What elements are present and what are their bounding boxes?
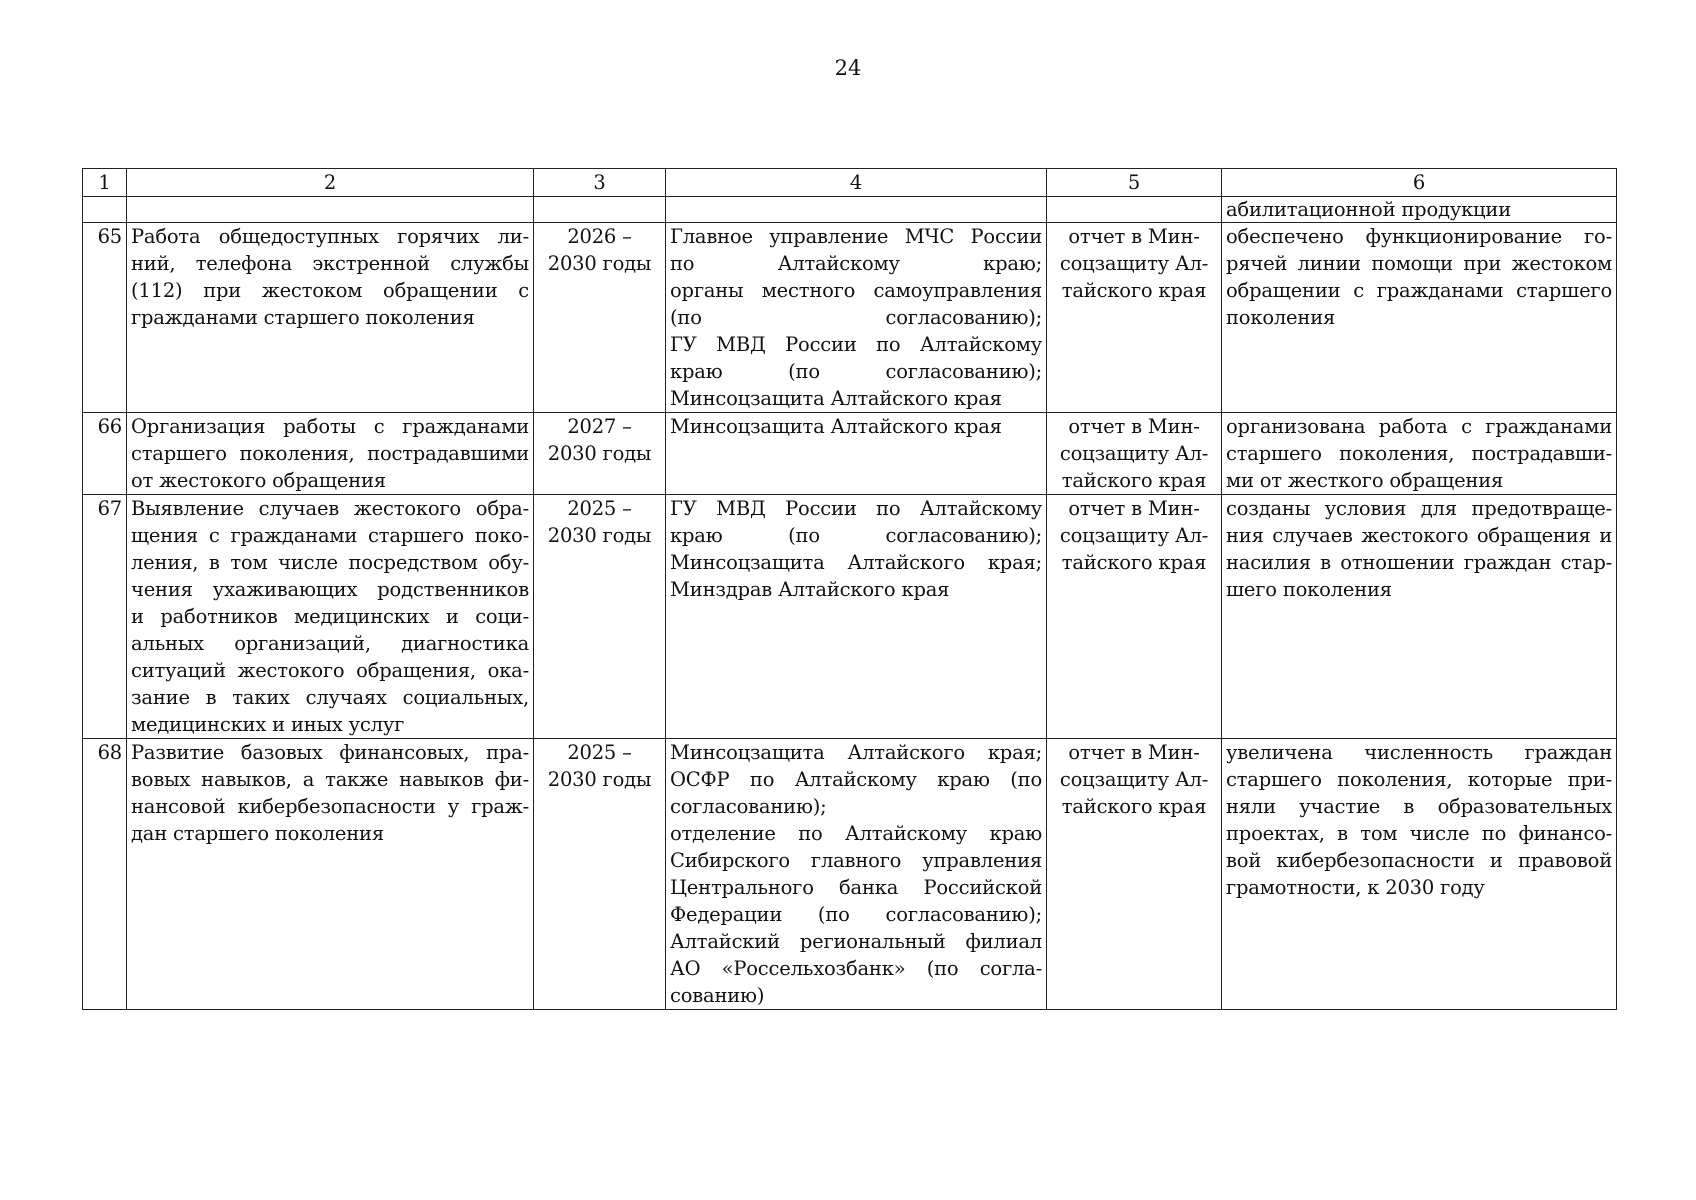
measures-table (82, 168, 1617, 1010)
executors-cell-line: Алтайский региональный филиал (670, 930, 1042, 953)
table-row (83, 739, 1617, 1010)
executors-cell-line: Минсоцзащита Алтайского края; (670, 741, 1042, 764)
executors-cell-line: Минздрав Алтайского края (670, 578, 950, 601)
period-cell (534, 739, 666, 1010)
executors-cell-line: краю (по согласованию); (670, 360, 1042, 383)
executors-cell-line: ОСФР по Алтайскому краю (по (670, 768, 1042, 791)
measure-cell-line: Работа общедоступных горячих ли- (131, 225, 529, 248)
measure-cell-line: (112) при жестоком обращении с (131, 279, 529, 302)
report-cell (1047, 223, 1222, 413)
continuation-result-cell: абилитационной продукции (1222, 197, 1617, 223)
measure-cell-line: медицинских и иных услуг (131, 713, 405, 736)
period-cell-line: 2030 годы (547, 524, 652, 547)
executors-cell-line: отделение по Алтайскому краю (670, 822, 1042, 845)
executors-cell-line: Федерации (по согласованию); (670, 903, 1042, 926)
result-cell-line: старшего поколения, которые при- (1226, 768, 1612, 791)
executors-cell (666, 223, 1047, 413)
report-cell-line: отчет в Мин- (1068, 225, 1200, 248)
measure-cell (127, 223, 534, 413)
executors-cell-line: органы местного самоуправления (670, 279, 1042, 302)
header-col-4: 4 (666, 169, 1047, 197)
measure-cell-line: дан старшего поколения (131, 822, 384, 845)
continuation-cell-4 (666, 197, 1047, 223)
result-cell (1222, 495, 1617, 739)
period-cell-line: 2030 годы (547, 442, 652, 465)
header-col-3: 3 (534, 169, 666, 197)
measure-cell-line: нансовой кибербезопасности у граж- (131, 795, 529, 818)
result-cell-line: ми от жесткого обращения (1226, 469, 1504, 492)
measure-cell (127, 495, 534, 739)
report-cell-line: тайского края (1061, 551, 1207, 574)
executors-cell-line: Минсоцзащита Алтайского края (670, 415, 1002, 438)
measure-cell-line: ний, телефона экстренной службы (131, 252, 529, 275)
table-header-row (83, 169, 1617, 197)
report-cell (1047, 495, 1222, 739)
executors-cell-line: Центрального банка Российской (670, 876, 1042, 899)
measure-cell-line: старшего поколения, пострадавшими (131, 442, 529, 465)
measure-cell-line: вовых навыков, а также навыков фи- (131, 768, 529, 791)
measure-cell-line: ситуаций жестокого обращения, ока- (131, 659, 529, 682)
page-number: 24 (834, 56, 862, 80)
period-cell-line: 2030 годы (547, 768, 652, 791)
result-cell-line: ния случаев жестокого обращения и (1226, 524, 1612, 547)
result-cell-line: поколения (1226, 306, 1336, 329)
executors-cell-line: по Алтайскому краю; (670, 252, 1042, 275)
row-number: 67 (83, 495, 127, 739)
period-cell (534, 413, 666, 495)
report-cell-line: отчет в Мин- (1068, 741, 1200, 764)
executors-cell-line: сованию) (670, 984, 765, 1007)
result-cell-line: увеличена численность граждан (1226, 741, 1612, 764)
report-cell-line: отчет в Мин- (1068, 497, 1200, 520)
continuation-cell-5 (1047, 197, 1222, 223)
period-cell-line: 2025 – (567, 497, 632, 520)
result-cell-line: обращении с гражданами старшего (1226, 279, 1612, 302)
table-row (83, 413, 1617, 495)
measure-cell (127, 739, 534, 1010)
result-cell (1222, 413, 1617, 495)
report-cell-line: тайского края (1061, 279, 1207, 302)
report-cell-line: соцзащиту Ал- (1059, 252, 1209, 275)
period-cell-line: 2027 – (567, 415, 632, 438)
measure-cell-line: Организация работы с гражданами (131, 415, 529, 438)
executors-cell-line: согласованию); (670, 795, 827, 818)
result-cell-line: шего поколения (1226, 578, 1392, 601)
executors-cell (666, 495, 1047, 739)
continuation-row (83, 197, 1617, 223)
row-number: 65 (83, 223, 127, 413)
measure-cell-line: Выявление случаев жестокого обра- (131, 497, 529, 520)
executors-cell-line: Минсоцзащита Алтайского края (670, 387, 1002, 410)
measure-cell-line: ления, в том числе посредством обу- (131, 551, 529, 574)
measure-cell-line: щения с гражданами старшего поко- (131, 524, 529, 547)
measure-cell-line: и работников медицинских и соци- (131, 605, 529, 628)
measure-cell-line: Развитие базовых финансовых, пра- (131, 741, 529, 764)
measure-cell-line: от жестокого обращения (131, 469, 386, 492)
report-cell (1047, 739, 1222, 1010)
report-cell-line: тайского края (1061, 795, 1207, 818)
measure-cell (127, 413, 534, 495)
continuation-cell-1 (83, 197, 127, 223)
executors-cell-line: ГУ МВД России по Алтайскому (670, 333, 1042, 356)
executors-cell (666, 413, 1047, 495)
result-cell (1222, 223, 1617, 413)
executors-cell-line: краю (по согласованию); (670, 524, 1042, 547)
result-cell (1222, 739, 1617, 1010)
row-number: 68 (83, 739, 127, 1010)
measure-cell-line: чения ухаживающих родственников (131, 578, 529, 601)
report-cell-line: отчет в Мин- (1068, 415, 1200, 438)
result-cell-line: проектах, в том числе по финансо- (1226, 822, 1612, 845)
report-cell-line: соцзащиту Ал- (1059, 768, 1209, 791)
result-cell-line: рячей линии помощи при жестоком (1226, 252, 1612, 275)
header-col-5: 5 (1047, 169, 1222, 197)
period-cell-line: 2030 годы (547, 252, 652, 275)
executors-cell-line: Сибирского главного управления (670, 849, 1042, 872)
table-row (83, 223, 1617, 413)
continuation-cell-3 (534, 197, 666, 223)
continuation-cell-2 (127, 197, 534, 223)
executors-cell-line: АО «Россельхозбанк» (по согла- (670, 957, 1042, 980)
result-cell-line: вой кибербезопасности и правовой (1226, 849, 1612, 872)
result-cell-line: обеспечено функционирование го- (1226, 225, 1612, 248)
executors-cell (666, 739, 1047, 1010)
report-cell-line: соцзащиту Ал- (1059, 442, 1209, 465)
period-cell-line: 2026 – (567, 225, 632, 248)
result-cell-line: няли участие в образовательных (1226, 795, 1612, 818)
period-cell (534, 223, 666, 413)
table-row (83, 495, 1617, 739)
header-col-2: 2 (127, 169, 534, 197)
report-cell (1047, 413, 1222, 495)
result-cell-line: насилия в отношении граждан стар- (1226, 551, 1612, 574)
report-cell-line: тайского края (1061, 469, 1207, 492)
executors-cell-line: Главное управление МЧС России (670, 225, 1042, 248)
executors-cell-line: Минсоцзащита Алтайского края; (670, 551, 1042, 574)
period-cell-line: 2025 – (567, 741, 632, 764)
executors-cell-line: (по согласованию); (670, 306, 1042, 329)
row-number: 66 (83, 413, 127, 495)
executors-cell-line: ГУ МВД России по Алтайскому (670, 497, 1042, 520)
result-cell-line: созданы условия для предотвраще- (1226, 497, 1612, 520)
measure-cell-line: гражданами старшего поколения (131, 306, 475, 329)
result-cell-line: старшего поколения, пострадавши- (1226, 442, 1612, 465)
header-col-1: 1 (83, 169, 127, 197)
period-cell (534, 495, 666, 739)
result-cell-line: грамотности, к 2030 году (1226, 876, 1485, 899)
result-cell-line: организована работа с гражданами (1226, 415, 1612, 438)
report-cell-line: соцзащиту Ал- (1059, 524, 1209, 547)
measure-cell-line: зание в таких случаях социальных, (131, 686, 529, 709)
header-col-6: 6 (1222, 169, 1617, 197)
measure-cell-line: альных организаций, диагностика (131, 632, 529, 655)
